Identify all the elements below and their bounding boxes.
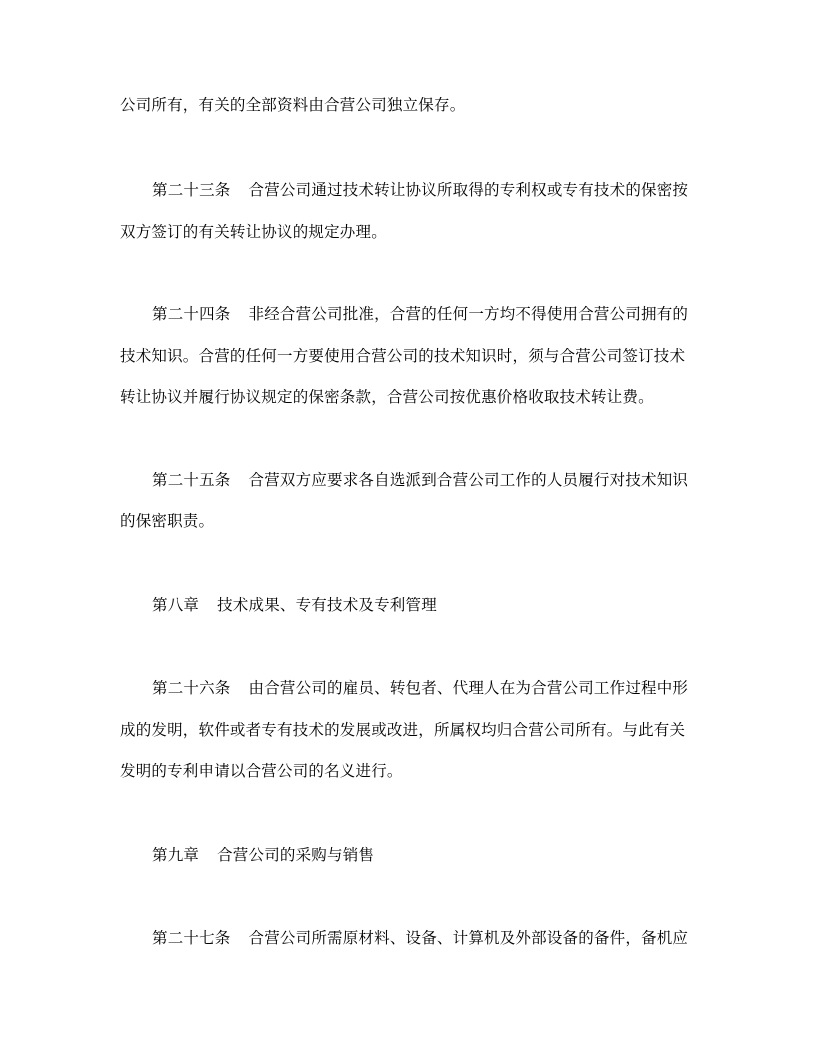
chapter-9-heading	[152, 845, 700, 865]
article-label: 第二十四条	[152, 305, 231, 323]
article-25-line-2	[120, 511, 700, 531]
article-24-line-3	[120, 387, 700, 407]
line-text: 双方签订的有关转让协议的规定办理。	[120, 223, 387, 241]
line-text: 非经合营公司批准，合营的任何一方均不得使用合营公司拥有的	[248, 305, 689, 323]
article-label: 第二十六条	[152, 679, 231, 697]
line-text: 成的发明，软件或者专有技术的发展或改进，所属权均归合营公司所有。与此有关	[120, 721, 686, 739]
article-label: 第二十五条	[152, 471, 231, 489]
line-text: 合营双方应要求各自选派到合营公司工作的人员履行对技术知识	[248, 471, 689, 489]
line-text: 公司所有，有关的全部资料由合营公司独立保存。	[120, 96, 466, 114]
line-text: 由合营公司的雇员、转包者、代理人在为合营公司工作过程中形	[248, 679, 689, 697]
line-text: 合营公司所需原材料、设备、计算机及外部设备的备件，备机应	[248, 929, 689, 947]
line-text: 发明的专利申请以合营公司的名义进行。	[120, 762, 403, 780]
article-24-line-2	[120, 346, 700, 366]
chapter-title: 合营公司的采购与销售	[217, 846, 375, 864]
article-23-line-1	[152, 180, 700, 200]
article-26-line-2	[120, 720, 700, 740]
article-26-line-1	[152, 678, 700, 698]
article-label: 第二十三条	[152, 181, 231, 199]
chapter-8-heading	[152, 595, 700, 615]
paragraph-line	[120, 95, 700, 115]
chapter-label: 第八章	[152, 596, 200, 614]
article-label: 第二十七条	[152, 929, 231, 947]
article-26-line-3	[120, 761, 700, 781]
line-text: 合营公司通过技术转让协议所取得的专利权或专有技术的保密按	[248, 181, 689, 199]
article-27-line-1	[152, 928, 700, 948]
chapter-label: 第九章	[152, 846, 200, 864]
article-23-line-2	[120, 222, 700, 242]
line-text: 转让协议并履行协议规定的保密条款，合营公司按优惠价格收取技术转让费。	[120, 388, 654, 406]
line-text: 的保密职责。	[120, 512, 215, 530]
line-text: 技术知识。合营的任何一方要使用合营公司的技术知识时，须与合营公司签订技术	[120, 347, 686, 365]
article-24-line-1	[152, 304, 700, 324]
article-25-line-1	[152, 470, 700, 490]
chapter-title: 技术成果、专有技术及专利管理	[217, 596, 437, 614]
